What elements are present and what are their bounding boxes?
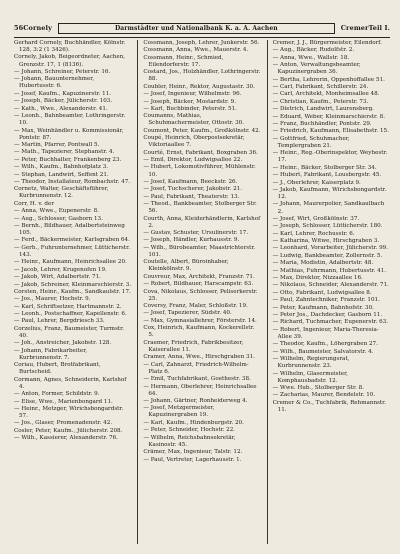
directory-entry: — Heinr., Metzger, Wirichsbongardstr. 57. bbox=[14, 405, 124, 420]
directory-entry: Cova, Nikolaus, Schlosser, Peliserkerstr. 25. bbox=[143, 288, 258, 302]
directory-entry: — Elise, Wwe., Marienbongard 11. bbox=[14, 398, 113, 405]
directory-entry: — Emil, Tuchfabrikant, Goethestr. 38. bbox=[143, 376, 251, 383]
directory-entry: — Wwe. Hub., Stolberger Str. 8. bbox=[272, 384, 365, 391]
directory-entry: — Wilhelm, Regierungsrat, Kurbrunnenstr. 23. bbox=[272, 356, 350, 370]
directory-entry: — Karl, Lehrer, Rochusstr. 6. bbox=[272, 230, 355, 237]
directory-entry: Cornetz, Walter, Geschäftsführer, Kurbrunnenstr. 12. bbox=[14, 186, 109, 200]
directory-entry: — Bertha, Lehrerin, Oppenhoffallee 51. bbox=[272, 76, 385, 83]
directory-entry: — Ludwig, Bankbeamter, Zollernstr. 5. bbox=[272, 252, 383, 259]
directory-entry: — Hubert, Fabrikant, Lousbergstr. 45. bbox=[272, 172, 382, 179]
directory-entry: Cormann, Agnes, Schneiderin, Karlshof 4. bbox=[14, 376, 127, 390]
directory-entry: — Robert, Bildhauer, Harscampstr. 63. bbox=[143, 281, 254, 288]
directory-entry: — Joseph, Schlosser, Lütticherstr. 180. bbox=[272, 223, 383, 230]
directory-entry: — Josef, Ingenieur, Wilhelmstr. 96. bbox=[143, 91, 242, 98]
directory-entry: — Joh., Anstreicher, Jakobstr. 128. bbox=[14, 340, 112, 347]
directory-entry: — Joseph, Händler, Kurhausstr. 9. bbox=[143, 237, 240, 244]
directory-entry: — Leonhard, Vorarbeiter, Jülicherstr. 99. bbox=[272, 245, 388, 252]
directory-entry: Coriau, Hubert, Brotfabrikant, Burtscheid. bbox=[14, 362, 101, 376]
directory-entry: — Math., Tapezierer, Stephanstr. 4. bbox=[14, 149, 115, 156]
directory-entry: — Aug., Bäcker, Rudolfstr. 2. bbox=[272, 47, 355, 54]
directory-entry: — Franz, Buchhändler, Pontstr. 29. bbox=[272, 121, 372, 127]
directory-entry: — Heinr., Kaufmann, Heinrichsallee 20. bbox=[14, 259, 127, 266]
directory-entry: — Josef, Metzgermeister, Kapuzinergraben 19. bbox=[143, 405, 215, 419]
directory-entry: — Katharina, Witwe, Hirschgraben 3. bbox=[272, 238, 380, 245]
directory-entry: Coutelle, Albert, Büroinhaber, Kleinkölnstr. 9. bbox=[143, 259, 229, 273]
directory-entry: — J., Oberlehrer, Kaiserplatz 9. bbox=[272, 179, 361, 186]
directory-entry: — Paul, Fabrikant, Theaterstr. 13. bbox=[143, 193, 240, 200]
directory-entry: — Joseph, Bäcker, Mostardstr. 9. bbox=[143, 98, 236, 105]
directory-entry: — Anton, Former, Schildstr. 9. bbox=[14, 391, 100, 398]
directory-entry: — Friedrich, Kaufmann, Elisabethstr. 15. bbox=[272, 128, 389, 135]
directory-entry: — Carl, Zahnarzt, Friedrich-Wilhelm-Platz 6. bbox=[143, 361, 249, 375]
directory-entry: Cornely, Jakob, Beigeordneter, Aachen, Grenzstr. 17, 1 (8136). bbox=[14, 54, 126, 68]
header-right-word: Cremer bbox=[340, 24, 369, 32]
directory-entry: — Leonh., Postschaffner, Kapellenstr. 6. bbox=[14, 311, 127, 318]
header-bank-title: Darmstädter und Nationalbank K. a. A. Aachen bbox=[58, 23, 335, 34]
directory-entry: — Johann, Fabrikarbeiter, Kurbrunnenstr. 7. bbox=[14, 347, 88, 361]
directory-entry: Cossmann, Heinr., Schmied, Eilendorferstr. 17. bbox=[143, 54, 224, 68]
directory-entry: — Wilh., Baumeister, Salvatorstr. 4. bbox=[272, 348, 374, 355]
directory-entry: Cremer & Co., Tuchfabrik, Rehmannstr. 11. bbox=[272, 399, 387, 413]
directory-entry: Cossmann, Anna, Wwe., Mauerstr. 4. bbox=[143, 47, 249, 54]
directory-entry: — Joseph, Bäcker, Jülicherstr. 103. bbox=[14, 98, 113, 105]
directory-entry: — Josef, Wirt, Großkölnstr. 37. bbox=[272, 215, 360, 222]
directory-entry: Gerhard Cornely, Buchhändler, Kölnstr. 128, 3:2 (​1 3426). bbox=[14, 40, 126, 54]
directory-entry: — Richard, Tuchmacher, Eupenerstr. 63. bbox=[272, 319, 389, 326]
directory-entry: — Johann, Schreiner, Peterstr. 16. bbox=[14, 68, 111, 75]
column-middle bbox=[137, 40, 260, 544]
header-rule bbox=[14, 37, 390, 38]
directory-entry: — Zacharias, Maurer, Bendelstr. 10. bbox=[272, 392, 376, 399]
directory-entry: — Nikolaus, Schneider, Alexanderstr. 71. bbox=[272, 282, 389, 289]
directory-entry: Corzelius, Franz, Baumeister, Turmstr. 40. bbox=[14, 325, 124, 339]
directory-entry: Corsten, Heinr., Kaufm., Sandkaulstr. 17. bbox=[14, 288, 131, 295]
directory-entry: Couvreur, Max, Architekt, Franzstr. 71. bbox=[143, 273, 255, 280]
directory-entry: — Peter, Schneider, Hochstr. 22. bbox=[143, 427, 236, 434]
directory-entry: — Max, Weinhändler u. Kommissionär, Pontstr. 87. bbox=[14, 127, 124, 141]
directory-entry: Coubler, Heinr., Rektor, Augustastr. 30. bbox=[143, 83, 255, 90]
directory-entry: Courté, Ernst, Fabrikant, Boxgraben 36. bbox=[143, 149, 258, 156]
directory-entry: — Kath., Wwe., Alexanderstr. 41. bbox=[14, 105, 108, 112]
directory-entry: — Hermann, Oberlehrer, Heinrichsallee 64. bbox=[143, 383, 257, 397]
directory-entry: — Christian, Kaufm., Peterstr. 73. bbox=[272, 98, 369, 105]
directory-entry: — Gustav, Schuster, Ursulinerstr. 17. bbox=[143, 230, 249, 237]
column-left bbox=[14, 40, 131, 544]
directory-entry: — Jakob, Wirt, Adalbertstr. 71. bbox=[14, 274, 101, 281]
directory-entry: Coupé, Heinrich, Oberpostsekretär, Viktoriaallee 7. bbox=[143, 135, 245, 149]
directory-entry: — Gottfried, Schuhmacher, Templergraben 21. bbox=[272, 135, 350, 149]
directory-entry: — Otto, Fabrikant, Ludwigsallee 8. bbox=[272, 289, 372, 296]
directory-entry: Coumanns, Mathias, Schuhmachermeister, Ottostr. 30. bbox=[143, 113, 244, 127]
directory-entry: — Gerh., Fuhrunternehmer, Lütticherstr. 143. bbox=[14, 244, 130, 258]
directory-entry: — Johann, Maurerpolier, Sandkaulbach 2. bbox=[272, 201, 385, 215]
directory-entry: — Wilh., Kaufm., Bahnhofplatz 3. bbox=[14, 164, 109, 171]
directory-entry: — Theodor, Installateur, Rombachstr. 47. bbox=[14, 178, 131, 185]
directory-entry: — Johann, Bauunternehmer, Hubertusstr. 6. bbox=[14, 76, 95, 90]
directory-entry: Courth, Anna, Kleiderhändlerin, Karlshof 2. bbox=[143, 215, 261, 229]
directory-entry: — Jacob, Lehrer, Krugenofen 19. bbox=[14, 266, 107, 273]
directory-entry: Cossmann, Joseph, Lehrer, Junkerstr. 56. bbox=[143, 40, 260, 46]
directory-entry: — Ferd., Bäckermeister, Karlsgraben 64. bbox=[14, 237, 130, 244]
directory-entry: — Anton, Verwaltungsbeamter, Kapuzinergraben 36. bbox=[272, 62, 361, 76]
directory-entry: — Paul, Lehrer, Bergdriesch 33. bbox=[14, 318, 105, 325]
directory-entry: Corr, H. v. der bbox=[14, 200, 54, 207]
directory-entry: Craemer, Friedrich, Fabrikbesitzer, Kaiserallee 11. bbox=[143, 339, 244, 353]
directory-entry: Cremer, J. J., Bürgermeister, Eilendorf. bbox=[272, 40, 382, 46]
directory-entry: — Jos., Maurer, Hochstr. 9. bbox=[14, 296, 91, 303]
page-number: 56 bbox=[14, 24, 24, 32]
directory-entry: — Johann, Gärtner, Ronheiderweg 4. bbox=[143, 397, 248, 404]
directory-entry: — Josef, Tapezierer, Südstr. 40. bbox=[143, 310, 232, 317]
directory-entry: — Paul, Zahntechniker, Franzstr. 101. bbox=[272, 297, 380, 304]
directory-entry: — Wilh., Kassierer, Alexanderstr. 76. bbox=[14, 435, 118, 442]
directory-entry: Costard, Jos., Holzhändler, Lothringerstr. 88. bbox=[143, 69, 261, 83]
directory-entry: Cosler, Peter, Kaufm., Jülicherstr. 208. bbox=[14, 427, 123, 434]
directory-entry: — Bernh., Bildhauer, Adalbertsteinweg 105. bbox=[14, 222, 125, 237]
directory-entry: — Jakob, Schreiner, Kleinmarschierstr. 3. bbox=[14, 281, 132, 288]
directory-entry: — Martin, Pfarrer, Pontwall 5. bbox=[14, 141, 100, 148]
header-left-word: Cornely bbox=[23, 24, 52, 32]
directory-entry: — Eduard, Weber, Kleinmarschierstr. 8. bbox=[272, 113, 385, 120]
column-right bbox=[267, 40, 390, 544]
directory-entry: — Josef, Tuchscherer, Jakobstr. 21. bbox=[143, 186, 243, 193]
directory-entry: — Karl, Buchbinder, Peterstr. 51. bbox=[143, 105, 237, 112]
directory-entry: — Stephan, Landwirt, Seffent 21. bbox=[14, 171, 109, 178]
directory-entry: — Max, Gymnasiallehrer, Försterstr. 14. bbox=[143, 317, 257, 324]
directory-entry: Cramer, Anna, Wwe., Hirschgraben 31. bbox=[143, 354, 255, 361]
page-header bbox=[14, 20, 390, 36]
directory-entry: — Max, Direktor, Nizzaallee 16. bbox=[272, 275, 363, 282]
header-part-label: Teil I. bbox=[368, 24, 390, 32]
directory-entry: — Anna, Wwe., Eupenerstr. 8. bbox=[14, 208, 99, 215]
directory-entry: Crämer, Max, Ingenieur, Talstr. 12. bbox=[143, 449, 243, 456]
directory-entry: — Peter, Kaufmann, Bahnhofstr. 30. bbox=[272, 304, 374, 311]
directory-entry: — Wilhelm, Glasermeister, Komphausbadstr. 12. bbox=[272, 370, 348, 384]
directory-entry: — Aug., Schlosser, Gasborn 13. bbox=[14, 215, 103, 222]
directory-entry: — Karl, Kaufm., Hindenburgstr. 20. bbox=[143, 419, 244, 426]
directory-entry: — Dietrich, Landwirt, Laurensberg. bbox=[272, 106, 374, 113]
directory-entry: — Heinr., Bäcker, Stolberger Str. 34. bbox=[272, 164, 377, 171]
directory-entry: Coversy, Franz, Maler, Schloßstr. 19. bbox=[143, 303, 248, 310]
directory-entry: — Robert, Ingenieur, Maria-Theresia-Allee 39. bbox=[272, 326, 379, 340]
directory-entry: — Peter Jos., Dachdecker, Gasborn 11. bbox=[272, 311, 383, 318]
directory-entry: — Theodor, Kaufm., Löhergraben 27. bbox=[272, 341, 378, 348]
directory-entry: — Maria, Modistin, Adalbertstr. 48. bbox=[272, 260, 374, 267]
directory-columns bbox=[14, 40, 390, 544]
directory-entry: — Wilhelm, Reichsbahnsekretär, Kasinostr. 45. bbox=[143, 434, 236, 448]
directory-entry: — Theod., Bankbeamter, Stolberger Str. 56. bbox=[143, 201, 257, 215]
directory-entry: Cox, Heinrich, Kaufmann, Kockerellstr. 5. bbox=[143, 325, 255, 339]
directory-entry: — Josef, Kaufm., Kapuzinerstr. 11. bbox=[14, 90, 112, 97]
directory-entry: — Anna, Wwe., Wallstr. 18. bbox=[272, 54, 350, 61]
directory-entry: — Paul, Vertreter, Lagerhausstr. 1. bbox=[143, 456, 242, 463]
directory-entry: — Wilh., Bürobeamter, Maastrichterstr. 101. bbox=[143, 244, 256, 258]
directory-entry: — Josef, Kaufmann, Beeckstr. 26. bbox=[143, 178, 238, 185]
directory-entry: — Jakob, Kaufmann, Wirichsbongardstr. 12. bbox=[272, 186, 387, 201]
directory-entry: Coumont, Peter, Kaufm., Großkölnstr. 42. bbox=[143, 127, 261, 134]
directory-entry: — Karl, Schriftsetzer, Hartmannstr. 2. bbox=[14, 303, 122, 310]
directory-entry: — Jos., Glaser, Promenadenstr. 42. bbox=[14, 420, 113, 427]
directory-entry: — Emil, Direktor, Ludwigsallee 22. bbox=[143, 157, 243, 164]
directory-entry: — Peter, Buchhalter, Frankenberg 23. bbox=[14, 156, 122, 163]
directory-entry: — Carl, Architekt, Monheimsallee 48. bbox=[272, 91, 380, 98]
directory-entry: — Heinr., Reg.-Oberinspektor, Weyhestr. 17. bbox=[272, 150, 388, 164]
directory-entry: — Carl, Fabrikant, Schillerstr. 24. bbox=[272, 84, 369, 91]
directory-entry: — Leonh., Bahnbeamter, Lothringerstr. 10. bbox=[14, 113, 126, 127]
directory-entry: — Mathias, Fuhrmann, Hubertusstr. 41. bbox=[272, 267, 387, 274]
directory-entry: — Hubert, Lokomotivführer, Mühlenstr. 10. bbox=[143, 164, 256, 178]
